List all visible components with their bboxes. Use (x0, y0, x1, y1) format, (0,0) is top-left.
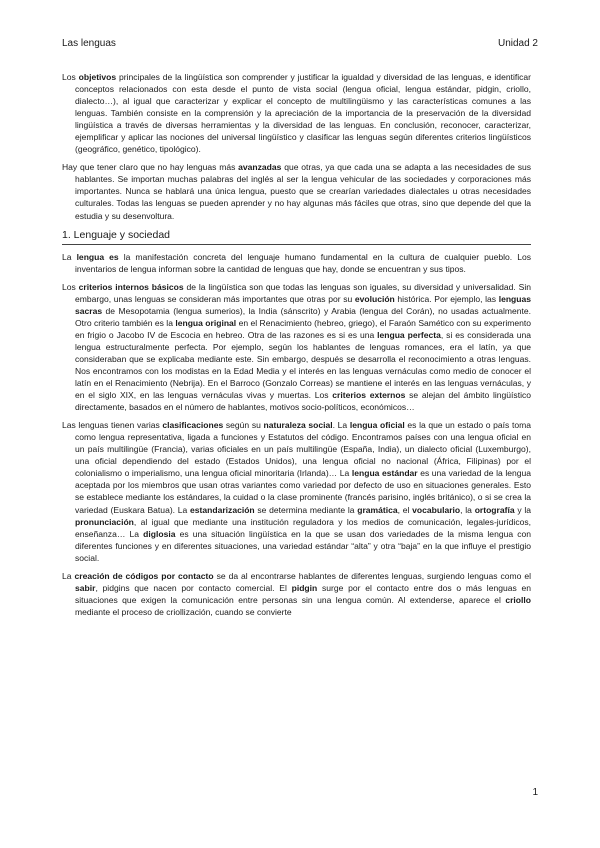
page-number: 1 (532, 787, 538, 798)
text-run: , pidgins que nacen por contacto comercial. El (95, 582, 292, 593)
page-content (62, 71, 531, 624)
text-run: en el Renacimiento (hebreo, griego), el Faraón Samético con su experimento en frigio o Jacobo IV de Escocia en hebreo. Otra de las razones es si es una (75, 317, 531, 340)
text-run: y la (514, 504, 532, 515)
bold-term: criterios internos básicos (78, 281, 184, 292)
bold-term: criollo (505, 594, 531, 605)
bold-term: lengua oficial (349, 420, 405, 431)
bold-term: lengua es (76, 251, 119, 262)
text-run: principales de la lingüística son comprender y justificar la igualdad y diversidad de las lenguas, e identificar conceptos relacionados con esta desde el punto de vista social (lengua oficial, lengua estándar, pidgin, criollo, dialecto…), al igual que caracterizar y explicar el concepto de multilingüismo y las características comunes a las lenguas. También consiste en la comprensión y la apreciación de la importancia de la preservación de la diversidad lingüística a través de diversas herramientas y la diversidad de las lenguas. En conclusión, reconocer, caracterizar, ejemplificar y aplicar las nociones del universal lingüístico y clasificar las lenguas según diferentes criterios lingüísticos (geográfico, genético, tipológico). (75, 72, 531, 155)
bold-term: lengua perfecta (377, 329, 441, 340)
bold-term: lenguas sacras (75, 293, 532, 316)
bold-term: estandarización (190, 504, 255, 515)
text-run: . La (332, 420, 350, 431)
bold-term: criterios externos (332, 390, 406, 401)
text-run: histórica. Por ejemplo, las (394, 293, 499, 304)
bold-term: naturaleza social (263, 420, 333, 431)
bold-term: pidgin (291, 582, 318, 593)
text-run: La (62, 251, 77, 262)
bold-term: vocabulario (412, 504, 461, 515)
text-run: mediante el proceso de criollización, cuando se convierte (75, 606, 292, 617)
text-run: , el (397, 504, 413, 515)
paragraph (62, 570, 531, 618)
paragraph (62, 71, 531, 155)
text-run: se da al encontrarse hablantes de diferentes lenguas, surgiendo lenguas como el (213, 570, 531, 581)
text-run: , al igual que mediante una institución reguladora y los medios de comunicación, legales-jurídicos, enseñanza… La (75, 516, 531, 539)
bold-term: gramática (357, 504, 398, 515)
header-title: Las lenguas (62, 38, 116, 49)
text-run: se determina mediante la (254, 504, 358, 515)
bold-term: lengua original (175, 317, 237, 328)
bold-term: creación de códigos por contacto (74, 570, 214, 581)
bold-term: avanzadas (238, 162, 282, 173)
intro-paragraphs (62, 71, 531, 222)
text-run: es una variedad de la lengua aceptada por los miembros que usan otras variantes como variedad por defecto de uso en situaciones generales. Esto se establece mediante los estándares, la cuidad o la clase prominente (francés parisino, inglés británico), o si se crea la variedad (Euskara Batua). La (75, 468, 531, 515)
bold-term: sabir (75, 582, 96, 593)
bold-term: lengua estándar (351, 468, 418, 479)
bold-term: evolución (354, 293, 395, 304)
text-run: La (62, 570, 75, 581)
text-run: se alejan del ámbito lingüístico directamente, basados en el número de hablantes, motivos socio-políticos, económicos… (75, 390, 532, 413)
text-run: surge por el contacto entre dos o más lenguas en situaciones que exigen la comunicación entre personas sin una lengua común. Al extenderse, aparece el (75, 582, 531, 605)
bold-term: objetivos (78, 72, 117, 82)
text-run: Las lenguas tienen varias (62, 420, 163, 431)
paragraph (62, 161, 531, 221)
paragraph (62, 281, 531, 414)
text-run: Los (62, 281, 79, 292)
text-run: que otras, ya que cada una se adapta a las necesidades de sus hablantes. Se importan muchas palabras del inglés al ser la lengua vehicular de las sociedades y corporaciones más importantes. Nunca se hablará una única lengua, puesto que se crearían variedades dialectales u otras necesidades culturales. Todas las lenguas se pueden aprender y no hay algunas más fáciles que otras, sino que depende del que la estudia y su desenvoltura. (75, 162, 531, 221)
text-run: es una situación lingüística en la que se usan dos variedades de la misma lengua con diferentes funciones y en diferentes situaciones, una variedad estándar “alta” y otra “baja” en la que influye el prestigio social. (75, 528, 531, 563)
text-run: , si es considerada una lengua estructuralmente perfecta. Por ejemplo, según los hablantes de lenguas romances, era el latín, ya que consideraban que se explicaba mediante este. Sin embargo, después se desarrolla el reconocimiento a otras lenguas. Nos encontramos con los modistas en la Edad Media y el interés en las lenguas vernáculas como medio de conocer el latín en el Renacimiento (Nebrija). En el Barroco (Gonzalo Correas) se mantiene el interés en las lenguas vernáculas, y en el siglo XIX, en las lenguas vernáculas vivas y muertas. Los (75, 329, 532, 401)
text-run: , la (460, 504, 475, 515)
text-run: es la que un estado o país toma como lengua representativa, ligada a funciones y Estatutos del código. Encontramos países con una lengua oficial en un país multilingüe (Francia), varias oficiales en un país multilingüe (España, India), un dialecto oficial (Luxemburgo), una oficial dependiendo del estado (Estados Unidos), una lengua oficial no nacional (África, Filipinas) por el colonialismo o imperialismo, una lengua oficial minoritaria (Irlanda)… La (75, 420, 531, 479)
text-run: Los (62, 72, 79, 82)
text-run: la manifestación concreta del lenguaje humano fundamental en la cultura de cualquier pueblo. Los inventarios de lengua informan sobre la cantidad de lenguas que hay, donde se encuentran y sus tipos. (75, 251, 531, 274)
section-heading: 1. Lenguaje y sociedad (62, 228, 531, 245)
bold-term: clasificaciones (162, 420, 224, 431)
text-run: de Mesopotamia (lengua sumerios), la India (sánscrito) y Arabia (lengua del Corán), no usadas actualmente. Otro criterio también es la (75, 305, 531, 328)
section-paragraphs (62, 251, 531, 618)
header-unit: Unidad 2 (497, 38, 538, 49)
text-run: según su (223, 420, 264, 431)
bold-term: pronunciación (75, 516, 134, 527)
text-run: Hay que tener claro que no hay lenguas más (62, 162, 239, 173)
bold-term: ortografía (474, 504, 515, 515)
paragraph (62, 251, 531, 275)
text-run: de la lingüística son que todas las lenguas son iguales, su diversidad y universalidad. Sin embargo, unas lenguas se consideran más importantes que otras por su (75, 281, 531, 304)
page-header (62, 38, 538, 52)
bold-term: diglosia (143, 528, 176, 539)
paragraph (62, 419, 531, 564)
